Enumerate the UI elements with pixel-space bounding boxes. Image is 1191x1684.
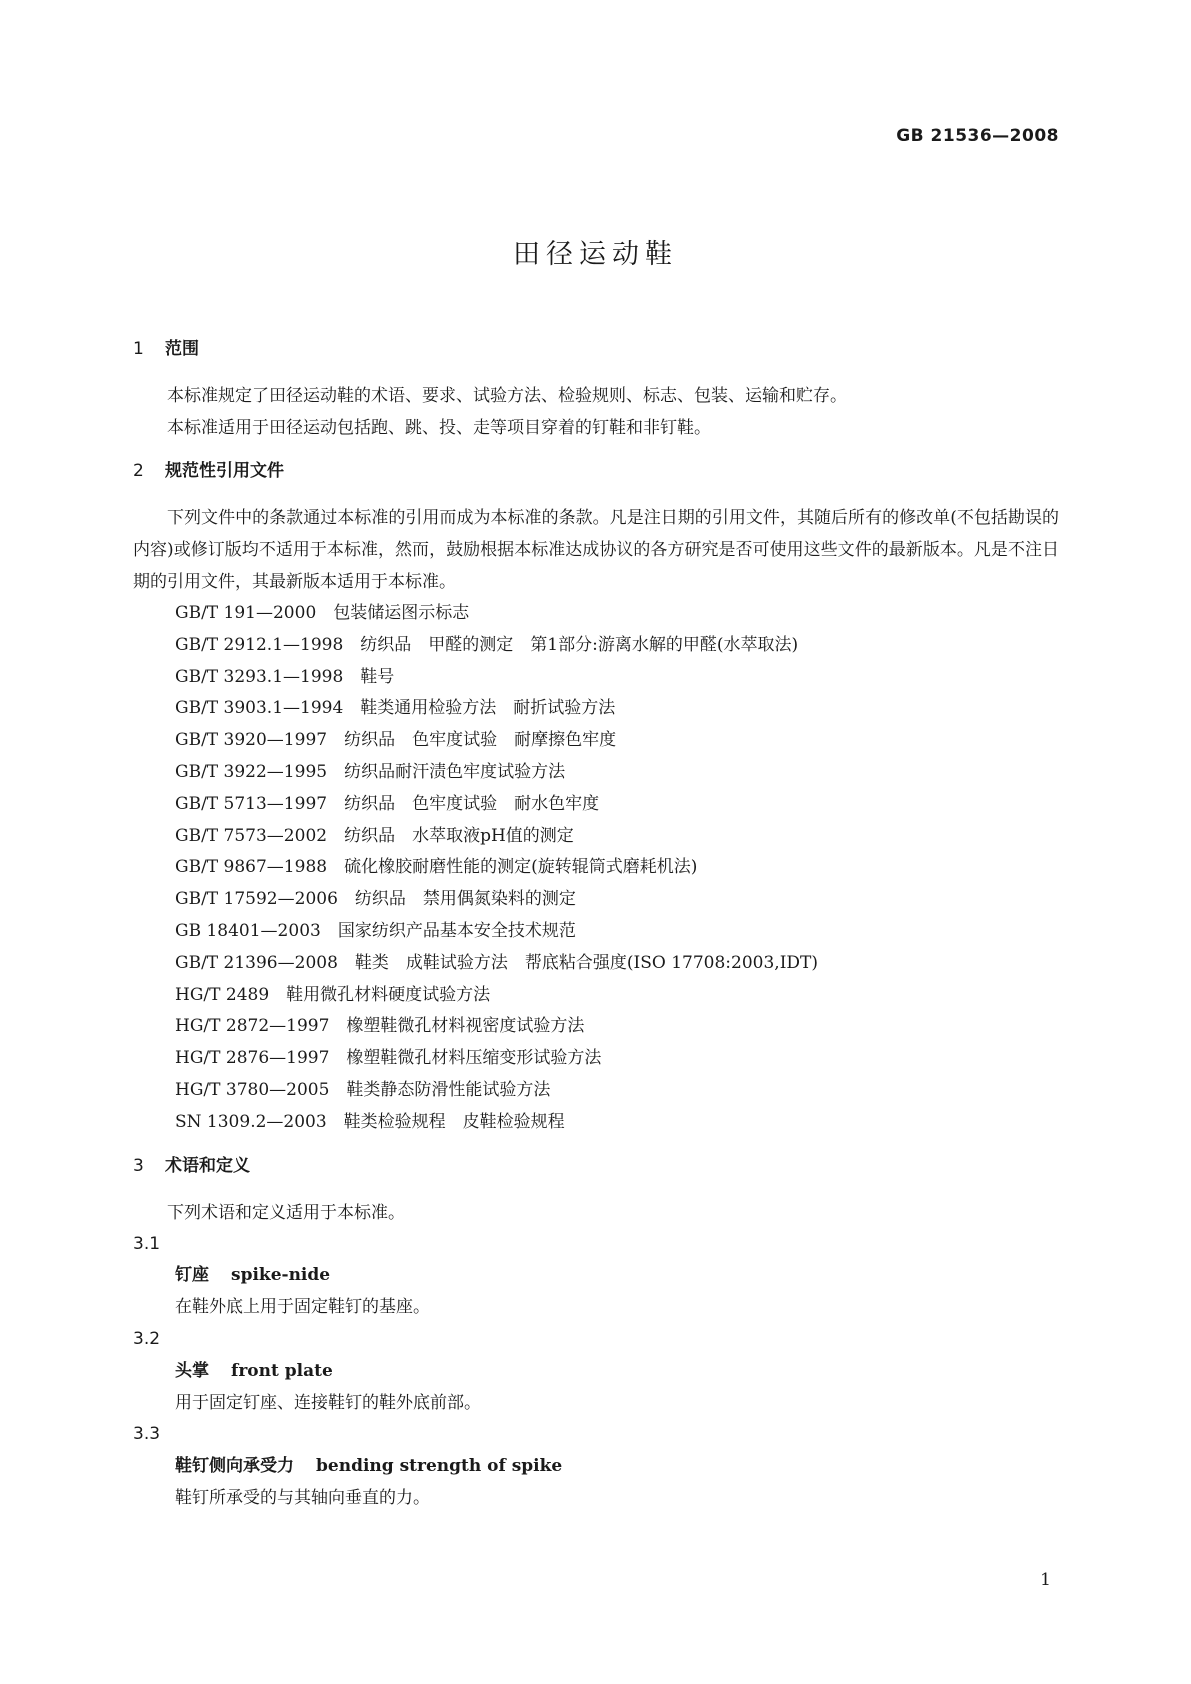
term-chinese: 钉座 [175, 1265, 209, 1286]
term-definition: 用于固定钉座、连接鞋钉的鞋外底前部。 [175, 1392, 481, 1413]
section-heading-terms-definitions [133, 1151, 1059, 1181]
paragraph: 下列文件中的条款通过本标准的引用而成为本标准的条款。凡是注日期的引用文件，其随后所有的修改单(不包括勘误的内容)或修订版均不适用于本标准，然而，鼓励根据本标准达成协议的各方研究是否可使用这些文件的最新版本。凡是不注日期的引用文件，其最新版本适用于本标准。 [133, 508, 1059, 592]
reference-item: GB/T 7573—2002 纺织品 水萃取液pH值的测定 [175, 825, 574, 846]
term-number: 3.2 [133, 1328, 161, 1349]
document-title: 田径运动鞋 [513, 239, 678, 270]
section-heading-normative-references [133, 456, 1059, 486]
term-english: spike-nide [231, 1265, 331, 1286]
reference-item: HG/T 3780—2005 鞋类静态防滑性能试验方法 [175, 1079, 551, 1100]
section-number: 2 [133, 461, 144, 481]
paragraph: 本标准适用于田径运动包括跑、跳、投、走等项目穿着的钉鞋和非钉鞋。 [167, 418, 711, 438]
reference-item: HG/T 2872—1997 橡塑鞋微孔材料视密度试验方法 [175, 1016, 585, 1037]
term-title [133, 1451, 1059, 1483]
term-title [133, 1356, 1059, 1388]
section-number: 1 [133, 339, 144, 359]
term-definition: 在鞋外底上用于固定鞋钉的基座。 [175, 1297, 430, 1318]
term-number: 3.3 [133, 1424, 161, 1445]
section-title: 规范性引用文件 [165, 461, 284, 481]
term-definition: 鞋钉所承受的与其轴向垂直的力。 [175, 1487, 430, 1508]
term-number: 3.1 [133, 1233, 161, 1254]
reference-item: GB/T 3922—1995 纺织品耐汗渍色牢度试验方法 [175, 761, 566, 782]
term-chinese: 鞋钉侧向承受力 [175, 1456, 294, 1477]
section-number: 3 [133, 1155, 144, 1176]
reference-item: GB/T 9867—1988 硫化橡胶耐磨性能的测定(旋转辊筒式磨耗机法) [175, 857, 698, 878]
reference-item: HG/T 2876—1997 橡塑鞋微孔材料压缩变形试验方法 [175, 1048, 602, 1069]
document-body [133, 334, 1059, 1515]
reference-item: GB/T 17592—2006 纺织品 禁用偶氮染料的测定 [175, 889, 576, 910]
section-title: 范围 [165, 339, 199, 359]
page-number: 1 [1040, 1570, 1051, 1590]
reference-item: GB/T 21396—2008 鞋类 成鞋试验方法 帮底粘合强度(ISO 17708:2003,IDT) [175, 952, 819, 973]
term-title [133, 1260, 1059, 1292]
reference-list [133, 598, 1059, 1139]
reference-item: SN 1309.2—2003 鞋类检验规程 皮鞋检验规程 [175, 1111, 565, 1132]
reference-item: GB/T 5713—1997 纺织品 色牢度试验 耐水色牢度 [175, 793, 600, 814]
reference-item: GB/T 2912.1—1998 纺织品 甲醛的测定 第1部分:游离水解的甲醛(水萃取法) [175, 634, 799, 655]
term-chinese: 头掌 [175, 1360, 209, 1381]
reference-item: GB 18401—2003 国家纺织产品基本安全技术规范 [175, 920, 576, 941]
section-heading-scope [133, 334, 1059, 364]
term-english: front plate [231, 1360, 333, 1381]
reference-item: GB/T 3903.1—1994 鞋类通用检验方法 耐折试验方法 [175, 698, 616, 719]
section-title: 术语和定义 [165, 1155, 250, 1176]
paragraph: 下列术语和定义适用于本标准。 [167, 1202, 405, 1223]
reference-item: GB/T 3920—1997 纺织品 色牢度试验 耐摩擦色牢度 [175, 730, 617, 751]
paragraph: 本标准规定了田径运动鞋的术语、要求、试验方法、检验规则、标志、包装、运输和贮存。 [167, 386, 847, 406]
reference-item: GB/T 3293.1—1998 鞋号 [175, 666, 395, 687]
term-english: bending strength of spike [316, 1456, 563, 1477]
standard-number: GB 21536—2008 [896, 126, 1059, 146]
reference-item: GB/T 191—2000 包装储运图示标志 [175, 603, 470, 623]
reference-item: HG/T 2489 鞋用微孔材料硬度试验方法 [175, 984, 491, 1005]
